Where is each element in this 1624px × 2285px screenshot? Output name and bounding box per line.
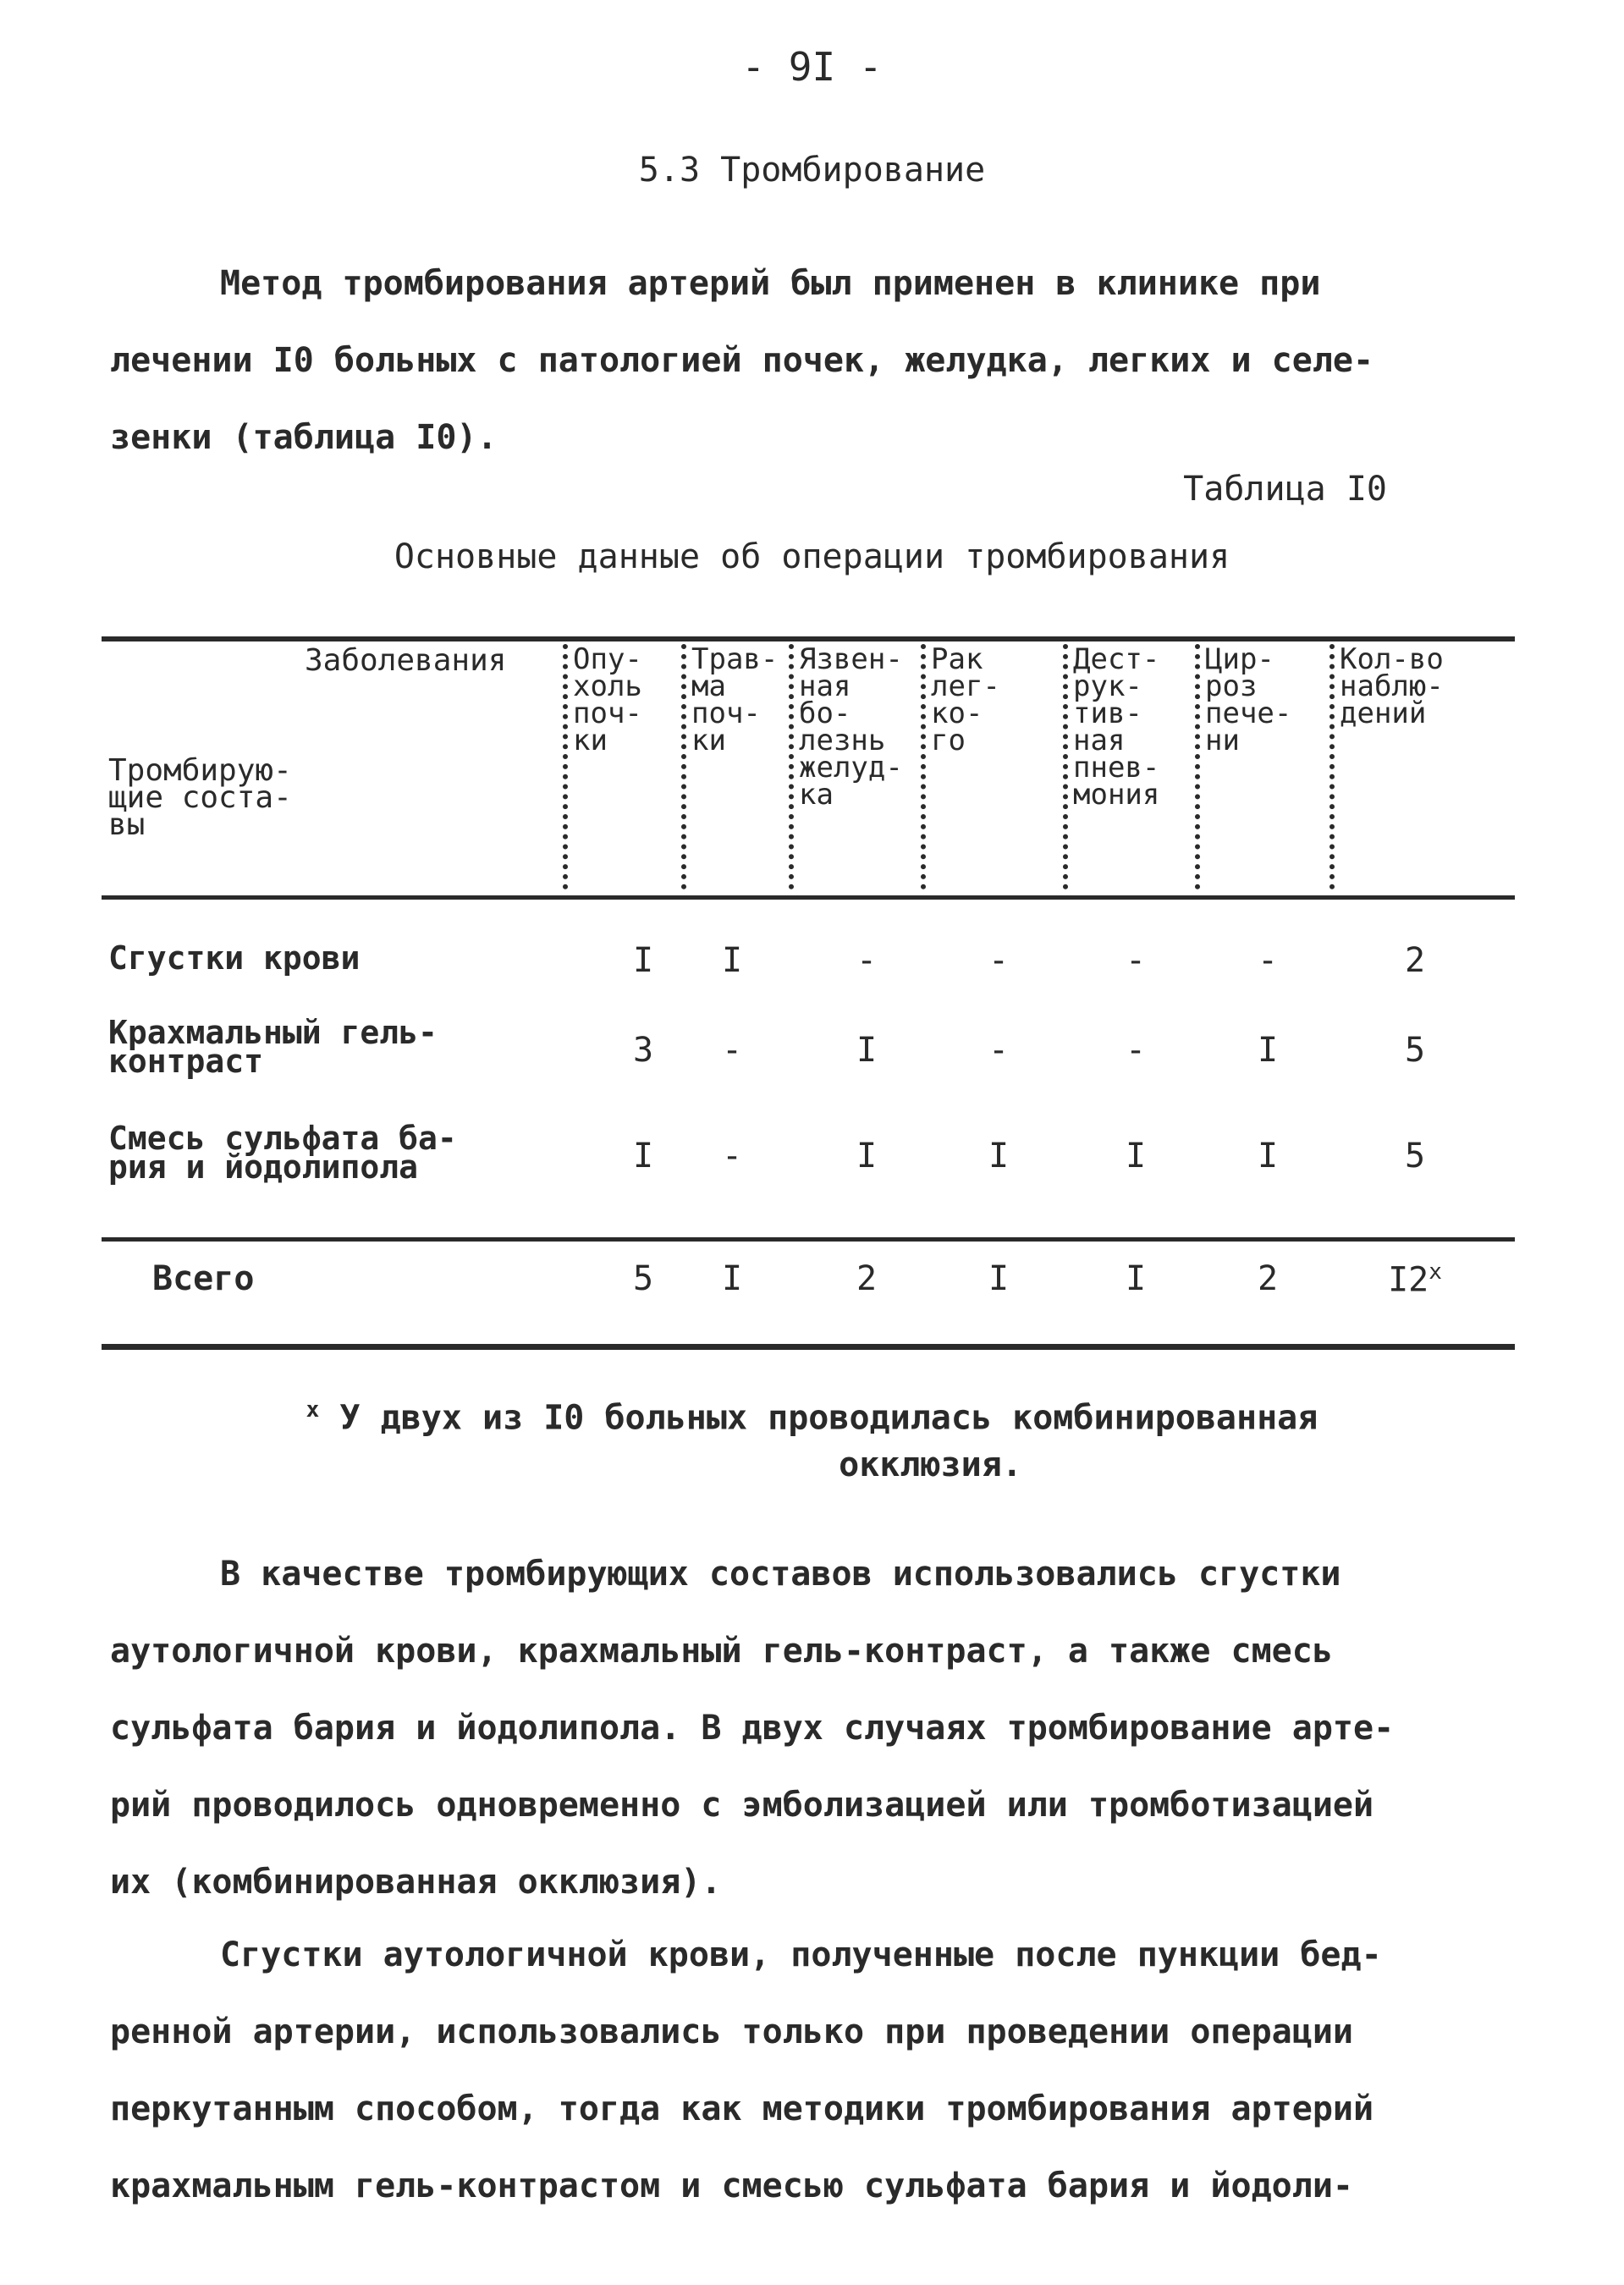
column-header-liver-cirrhosis: [1205, 642, 1292, 757]
column-header-observations: [1340, 642, 1444, 730]
row-label-blood-clots: [108, 939, 361, 977]
table-cell: -: [721, 1137, 743, 1176]
table-cell: I: [856, 1031, 878, 1070]
text-line: ренной артерии, использовались только при проведении операции: [110, 2012, 1354, 2051]
header-line: ная: [1073, 724, 1126, 757]
row-label-line: Смесь сульфата ба-: [108, 1120, 457, 1157]
text-line: аутологичной крови, крахмальный гель-контраст, а также смесь: [110, 1632, 1333, 1671]
table-cell: 2: [1404, 941, 1426, 980]
table-cell: I: [988, 1137, 1010, 1176]
header-line: Кол-во: [1340, 642, 1444, 676]
methods-paragraph: [110, 1536, 1523, 1921]
header-line: роз: [1205, 669, 1258, 703]
header-line: вы: [108, 807, 146, 842]
total-grand-cell: [1381, 1259, 1449, 1299]
header-line: ная: [799, 669, 851, 703]
header-line: пнев-: [1073, 751, 1160, 785]
table-cell: -: [1125, 941, 1147, 980]
header-line: Рак: [931, 642, 983, 676]
header-compositions: [108, 753, 320, 842]
text-line: лечении I0 больных с патологией почек, желудка, легких и селе-: [110, 341, 1374, 380]
header-line: ки: [691, 724, 726, 757]
table-cell: 5: [1404, 1137, 1426, 1176]
column-separator: [789, 644, 794, 889]
total-cell: I: [988, 1259, 1010, 1298]
header-line: наблю-: [1340, 669, 1444, 703]
header-line: бо-: [799, 697, 851, 730]
header-line: ка: [799, 778, 834, 812]
total-cell: I: [721, 1259, 743, 1298]
column-header-lung-cancer: [931, 642, 1000, 757]
table-cell: -: [988, 1031, 1010, 1070]
column-separator: [1329, 644, 1335, 889]
header-line: ма: [691, 669, 726, 703]
page-number: - 9I -: [741, 44, 883, 90]
table-cell: -: [856, 941, 878, 980]
text-line: перкутанным способом, тогда как методики тромбирования артерий: [110, 2090, 1374, 2128]
footnote-line: окклюзия.: [839, 1445, 1022, 1485]
text-line: Сгустки аутологичной крови, полученные после пункции бед-: [220, 1935, 1382, 1974]
row-label-line: Крахмальный гель-: [108, 1014, 438, 1051]
row-label-starch-gel: [108, 1014, 438, 1080]
text-line: зенки (таблица I0).: [110, 418, 498, 457]
column-header-stomach-ulcer: [799, 642, 903, 812]
table-label: Таблица I0: [1183, 470, 1387, 509]
table-cell: I: [1257, 1137, 1279, 1176]
blood-clots-paragraph: [110, 1917, 1523, 2225]
footnote-mark: х: [306, 1397, 320, 1423]
text-line: крахмальным гель-контрастом и смесью сульфата бария и йодоли-: [110, 2167, 1354, 2205]
header-line: ни: [1205, 724, 1240, 757]
data-table: [102, 639, 1515, 1358]
column-separator: [1063, 644, 1068, 889]
header-line: Опу-: [573, 642, 642, 676]
table-cell: I: [1125, 1137, 1147, 1176]
header-line: холь: [573, 669, 642, 703]
header-diseases: Заболевания: [305, 643, 507, 678]
header-line: Трав-: [691, 642, 779, 676]
text-line: их (комбинированная окклюзия).: [110, 1863, 722, 1902]
header-line: Дест-: [1073, 642, 1160, 676]
total-label: Всего: [152, 1259, 255, 1298]
text-line: рий проводилось одновременно с эмболизацией или тромботизацией: [110, 1786, 1374, 1825]
table-cell: I: [1257, 1031, 1279, 1070]
header-line: пече-: [1205, 697, 1292, 730]
column-header-kidney-trauma: [691, 642, 779, 757]
row-label-barium-mixture: [108, 1120, 457, 1186]
intro-paragraph: [110, 245, 1523, 476]
table-cell: I: [856, 1137, 878, 1176]
footnote-text: У двух из I0 больных проводилась комбинированная: [339, 1398, 1318, 1438]
header-line: рук-: [1073, 669, 1142, 703]
header-line: поч-: [691, 697, 761, 730]
column-separator: [921, 644, 926, 889]
row-label-line: Сгустки крови: [108, 939, 361, 977]
text-line: В качестве тромбирующих составов использовались сгустки: [220, 1555, 1341, 1594]
column-header-kidney-tumor: [573, 642, 642, 757]
header-line: Язвен-: [799, 642, 903, 676]
header-line: мония: [1073, 778, 1160, 812]
table-cell: -: [1257, 941, 1279, 980]
header-line: лег-: [931, 669, 1000, 703]
table-cell: -: [988, 941, 1010, 980]
header-line: го: [931, 724, 966, 757]
text-line: Метод тромбирования артерий был применен в клинике при: [220, 264, 1321, 303]
column-separator: [563, 644, 568, 889]
table-cell: I: [632, 1137, 654, 1176]
table-cell: -: [1125, 1031, 1147, 1070]
table-caption: Основные данные об операции тромбирования: [394, 537, 1230, 576]
table-cell: 5: [1404, 1031, 1426, 1070]
footnote-marker: х: [1429, 1259, 1442, 1285]
row-label-line: контраст: [108, 1043, 264, 1080]
column-header-destructive-pneumonia: [1073, 642, 1160, 812]
total-cell: I: [1125, 1259, 1147, 1298]
table-cell: 3: [632, 1031, 654, 1070]
column-separator: [681, 644, 686, 889]
footnote-line: [0, 1386, 1624, 1441]
header-line: щие соста-: [108, 780, 292, 815]
header-line: дений: [1340, 697, 1427, 730]
header-line: Цир-: [1205, 642, 1274, 676]
header-line: желуд-: [799, 751, 903, 785]
row-label-line: рия и йодолипола: [108, 1148, 419, 1186]
header-line: ко-: [931, 697, 983, 730]
table-cell: I: [632, 941, 654, 980]
table-cell: I: [721, 941, 743, 980]
total-cell: 2: [856, 1259, 878, 1298]
header-line: поч-: [573, 697, 642, 730]
total-grand-value: I2: [1388, 1260, 1429, 1300]
header-line: лезнь: [799, 724, 886, 757]
table-footnote: [0, 1386, 1624, 1489]
header-line: тив-: [1073, 697, 1142, 730]
header-line: ки: [573, 724, 608, 757]
total-cell: 5: [632, 1259, 654, 1298]
table-cell: -: [721, 1031, 743, 1070]
section-heading: 5.3 Тромбирование: [638, 151, 986, 190]
total-cell: 2: [1257, 1259, 1279, 1298]
header-line: Тромбирую-: [108, 753, 292, 788]
column-separator: [1195, 644, 1200, 889]
text-line: сульфата бария и йодолипола. В двух случаях тромбирование арте-: [110, 1709, 1395, 1748]
